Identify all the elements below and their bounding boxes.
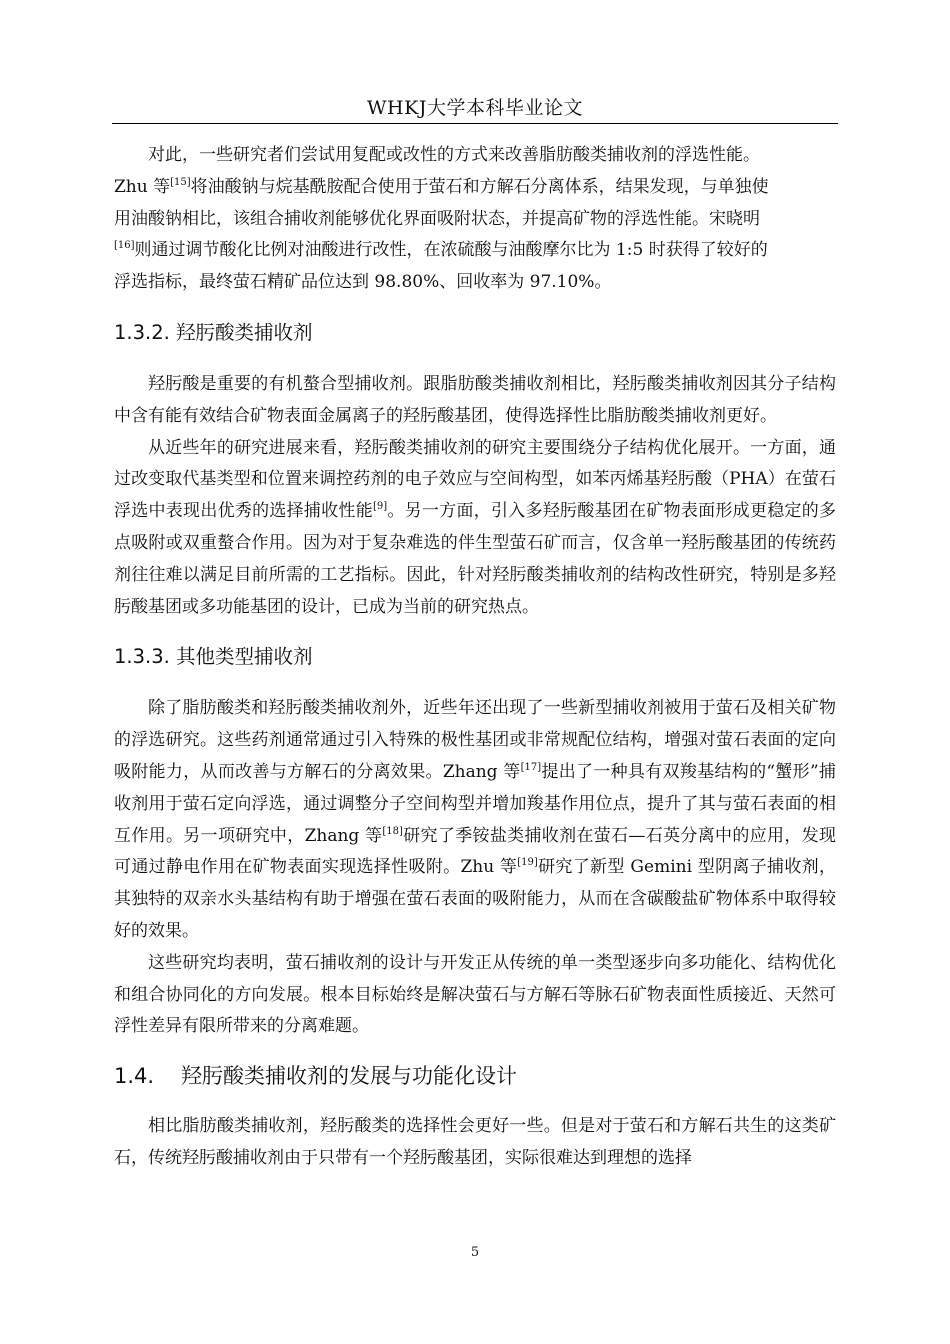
paragraph-text: 除了脂肪酸类和羟肟酸类捕收剂外，近些年还出现了一些新型捕收剂被用于萤石及相关矿物的浮选研究。这些药剂通常通过引入特殊的极性基团或非常规配位结构，增强对萤石表面的定向吸附能力，从而改善与方解石的分离效果。Zhang 等: [114, 698, 836, 782]
text-line: 则通过调节酸化比例对油酸进行改性，在浓硫酸与油酸摩尔比为 1:5 时获得了较好的: [134, 240, 768, 261]
text-line: 浮选指标，最终萤石精矿品位达到 98.80%、回收率为 97.10%。: [114, 272, 612, 293]
intro-paragraph: [114, 140, 836, 299]
citation: [17]: [520, 761, 542, 773]
citation: [16]: [114, 240, 135, 252]
paragraph: 羟肟酸是重要的有机螯合型捕收剂。跟脂肪酸类捕收剂相比，羟肟酸类捕收剂因其分子结构中含有能有效结合矿物表面金属离子的羟肟酸基团，使得选择性比脂肪酸类捕收剂更好。: [114, 373, 836, 426]
section-heading-1-3-3: 1.3.3. 其他类型捕收剂: [114, 645, 313, 669]
text-line: 将油酸钠与烷基酰胺配合使用于萤石和方解石分离体系，结果发现，与单独使: [190, 176, 769, 197]
citation: [15]: [170, 176, 191, 188]
paragraph-text: 提出了一种具有双羧基结构的“蟹形”捕收剂用于萤石定向浮选，通过调整分子空间构型并增加羧基作用位点，提升了其与萤石表面的相互作用。另一项研究中，Zhang 等: [114, 761, 836, 846]
running-header: WHKJ大学本科毕业论文: [367, 97, 583, 119]
paragraph-text: 。另一方面，引入多羟肟酸基团在矿物表面形成更稳定的多点吸附或双重螯合作用。因为对于复杂难选的伴生型萤石矿而言，仅含单一羟肟酸基团的传统药剂往往难以满足目前所需的工艺指标。因此，针对羟肟酸类捕收剂的结构改性研究，特别是多羟肟酸基团或多功能基团的设计，已成为当前的研究热点。: [114, 501, 837, 617]
paragraph: 相比脂肪酸类捕收剂，羟肟酸类的选择性会更好一些。但是对于萤石和方解石共生的这类矿石，传统羟肟酸捕收剂由于只带有一个羟肟酸基团，实际很难达到理想的选择: [114, 1116, 836, 1168]
text-line: Zhu 等: [114, 176, 171, 197]
section-heading-1-3-2: 1.3.2. 羟肟酸类捕收剂: [114, 320, 313, 344]
citation: [19]: [517, 857, 538, 869]
text-line: 用油酸钠相比，该组合捕收剂能够优化界面吸附状态，并提高矿物的浮选性能。宋晓明: [114, 208, 760, 229]
paragraph-text: 研究了季铵盐类捕收剂在萤石—石英分离中的应用，发现可通过静电作用在矿物表面实现选择性吸附。Zhu 等: [114, 825, 837, 878]
section-title: 羟肟酸类捕收剂的发展与功能化设计: [181, 1064, 517, 1089]
page-number: 5: [470, 1245, 480, 1260]
paragraph-text: 研究了新型 Gemini 型阴离子捕收剂，其独特的双亲水头基结构有助于增强在萤石表面的吸附能力，从而在含碳酸盐矿物体系中取得较好的效果。: [114, 857, 837, 941]
paragraph-text: 从近些年的研究进展来看，羟肟酸类捕收剂的研究主要围绕分子结构优化展开。一方面，通过改变取代基类型和位置来调控药剂的电子效应与空间构型，如苯丙烯基羟肟酸（PHA）在萤石浮选中表现出优秀的选择捕收性能: [114, 437, 836, 522]
paragraph: [114, 433, 836, 624]
section-number: 1.4.: [114, 1064, 155, 1089]
text-line: 对此，一些研究者们尝试用复配或改性的方式来改善脂肪酸类捕收剂的浮选性能。: [148, 145, 760, 165]
citation: [9]: [372, 501, 388, 513]
paragraph: [114, 693, 836, 947]
paragraph: 这些研究均表明，萤石捕收剂的设计与开发正从传统的单一类型逐步向多功能化、结构优化和组合协同化的方向发展。根本目标始终是解决萤石与方解石等脉石矿物表面性质接近、天然可浮性差异有限所带来的分离难题。: [114, 952, 836, 1037]
section-heading-1-4: [114, 1061, 836, 1091]
main-content: [114, 140, 836, 1175]
header-rule: [112, 123, 838, 124]
citation: [18]: [382, 825, 403, 837]
